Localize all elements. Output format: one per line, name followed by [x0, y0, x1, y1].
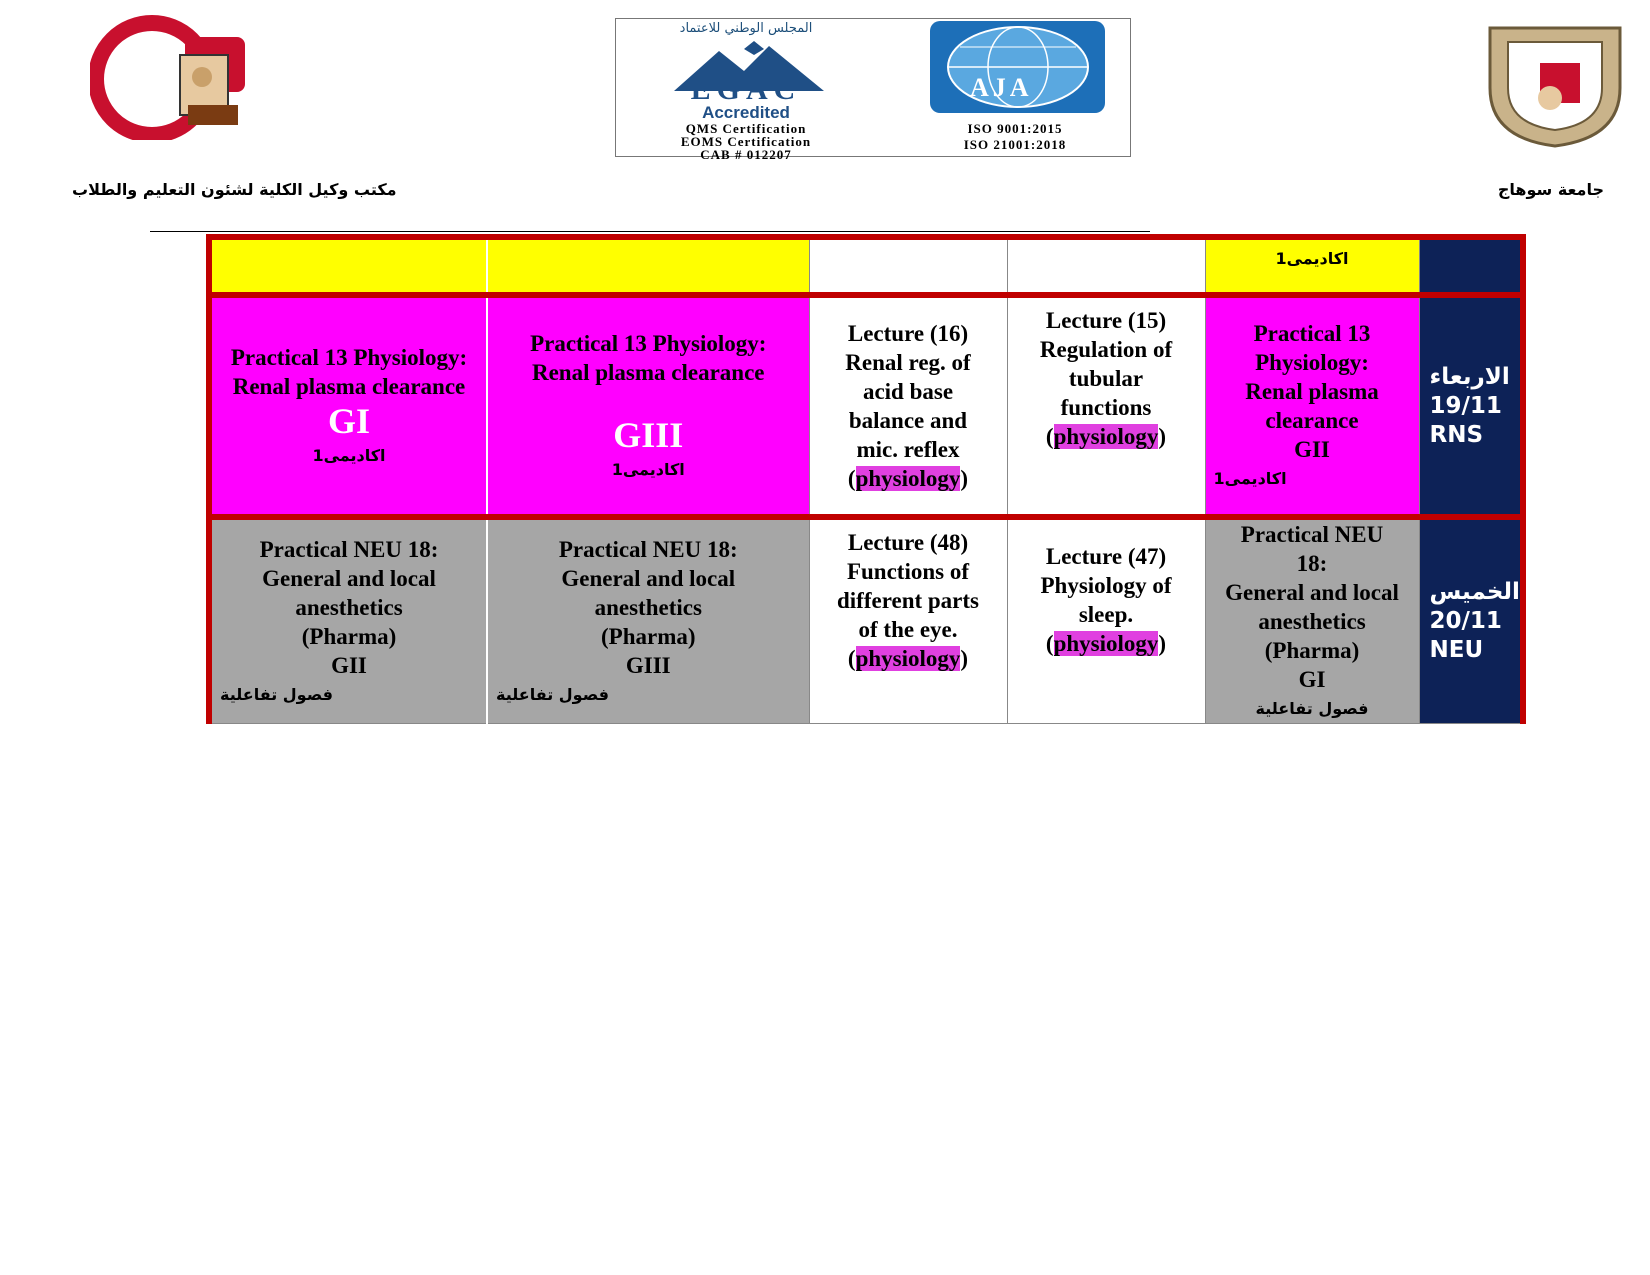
egac-eoms: EOMS Certification [680, 134, 812, 149]
cell-line: GII [1294, 437, 1330, 462]
cell-line: Practical 13 Physiology: [530, 330, 767, 356]
subject-line: (physiology) [1045, 424, 1167, 449]
room-label: فصول تفاعلية [496, 684, 609, 704]
vice-dean-office-title: مكتب وكيل الكلية لشئون التعليم والطلاب [72, 180, 397, 199]
cell-line: Functions of [846, 559, 970, 584]
cell-room [1205, 237, 1419, 295]
room-label: فصول تفاعلية [1255, 699, 1369, 718]
cell-line: Practical NEU [1240, 522, 1384, 547]
cell-line: Practical NEU 18: [259, 536, 439, 562]
cell-lecture-47 [1007, 517, 1205, 724]
cell-line: Renal reg. of [845, 350, 971, 375]
cell-line: Renal plasma clearance [531, 359, 765, 385]
day-module: NEU [1429, 637, 1484, 663]
cell-line: (Pharma) [1264, 638, 1360, 663]
cell-empty [809, 237, 1007, 295]
cell-line: GI [1298, 667, 1326, 692]
cell-line: Practical 13 [1253, 321, 1371, 346]
day-name: الخميس [1429, 579, 1520, 605]
cell-line: GIII [625, 652, 671, 678]
cell-practical-gi [209, 295, 487, 517]
cell-lecture-16 [809, 295, 1007, 517]
subject-highlight: physiology [1053, 424, 1159, 449]
cell-line: GII [331, 652, 367, 678]
cell-line: Regulation of [1039, 337, 1173, 362]
egac-cab: CAB # 012207 [700, 147, 792, 162]
aja-wordmark: AJA [970, 73, 1033, 102]
day-cell-wednesday [1419, 295, 1523, 517]
cell-line: Renal plasma clearance [232, 373, 466, 399]
aja-badge [920, 21, 1110, 156]
cell-line: Lecture (47) [1045, 544, 1167, 569]
university-name: جامعة سوهاج [1497, 180, 1604, 199]
cell-line: Lecture (16) [847, 321, 969, 346]
egac-badge [626, 21, 866, 162]
header-divider [150, 231, 1150, 232]
day-module: RNS [1429, 421, 1484, 448]
certification-banner [615, 18, 1131, 162]
cell-line: different parts [836, 588, 980, 613]
cell-line: Practical 13 Physiology: [230, 344, 468, 370]
cell-line: General and local [262, 565, 436, 591]
subject-highlight: physiology [855, 466, 961, 491]
day-date: 20/11 [1429, 608, 1502, 634]
day-cell-empty [1419, 237, 1523, 295]
subject-highlight: physiology [1053, 631, 1159, 656]
cell-line: General and local [1225, 580, 1399, 605]
iso-21001: ISO 21001:2018 [963, 137, 1067, 152]
faculty-logo [90, 15, 260, 140]
subject-highlight: physiology [855, 646, 961, 671]
day-date: 19/11 [1429, 392, 1502, 419]
group-label: GIII [613, 414, 684, 455]
egac-accredited: Accredited [702, 103, 790, 122]
room-label: اكاديمى1 [1213, 469, 1287, 488]
table-row [209, 295, 1523, 517]
cell-line: sleep. [1078, 602, 1134, 627]
subject-line: (physiology) [847, 466, 969, 491]
cell-line: Physiology of [1040, 573, 1172, 598]
room-label: فصول تفاعلية [220, 684, 333, 704]
egac-arabic-name: المجلس الوطني للاعتماد [679, 21, 813, 36]
table-row [209, 517, 1523, 724]
university-seal [1480, 18, 1630, 148]
table-row [209, 237, 1523, 295]
cell-line: functions [1060, 395, 1152, 420]
mountain-icon [674, 41, 824, 91]
subject-line: (physiology) [1045, 631, 1167, 656]
cell-line: Physiology: [1255, 350, 1369, 375]
cell-line: acid base [862, 379, 954, 404]
schedule-table [206, 234, 1526, 724]
cell-yellow-empty [209, 237, 487, 295]
cell-practical-neu-gii [209, 517, 487, 724]
cell-practical-giii [487, 295, 809, 517]
iso-9001: ISO 9001:2015 [967, 121, 1063, 136]
cell-practical-neu-giii [487, 517, 809, 724]
cell-line: Practical NEU 18: [558, 536, 738, 562]
cell-line: balance and [848, 408, 968, 433]
cell-line: anesthetics [1258, 609, 1366, 634]
day-cell-thursday [1419, 517, 1523, 724]
cell-lecture-15 [1007, 295, 1205, 517]
cell-lecture-48 [809, 517, 1007, 724]
cell-empty [1007, 237, 1205, 295]
cell-line: Lecture (48) [847, 530, 969, 555]
day-name: الاربعاء [1429, 363, 1510, 390]
cell-line: (Pharma) [600, 623, 696, 649]
cell-yellow-empty [487, 237, 809, 295]
cell-practical-gii [1205, 295, 1419, 517]
cell-line: (Pharma) [301, 623, 397, 649]
cell-line: anesthetics [295, 594, 403, 620]
room-label: اكاديمى1 [312, 445, 386, 465]
cell-line: Renal plasma [1245, 379, 1379, 404]
egac-qms: QMS Certification [685, 121, 807, 136]
cell-line: 18: [1296, 551, 1328, 576]
room-label: اكاديمى1 [611, 459, 685, 479]
group-label: GI [327, 400, 370, 441]
cell-line: Lecture (15) [1045, 308, 1167, 333]
subject-line: (physiology) [847, 646, 969, 671]
cell-practical-neu-gi [1205, 517, 1419, 724]
cell-line: mic. reflex [856, 437, 960, 462]
cell-line: clearance [1265, 408, 1359, 433]
cell-line: anesthetics [594, 594, 702, 620]
cell-line: of the eye. [858, 617, 958, 642]
cell-line: tubular [1068, 366, 1144, 391]
room-label: اكاديمى1 [1275, 249, 1349, 268]
cell-line: General and local [561, 565, 736, 591]
